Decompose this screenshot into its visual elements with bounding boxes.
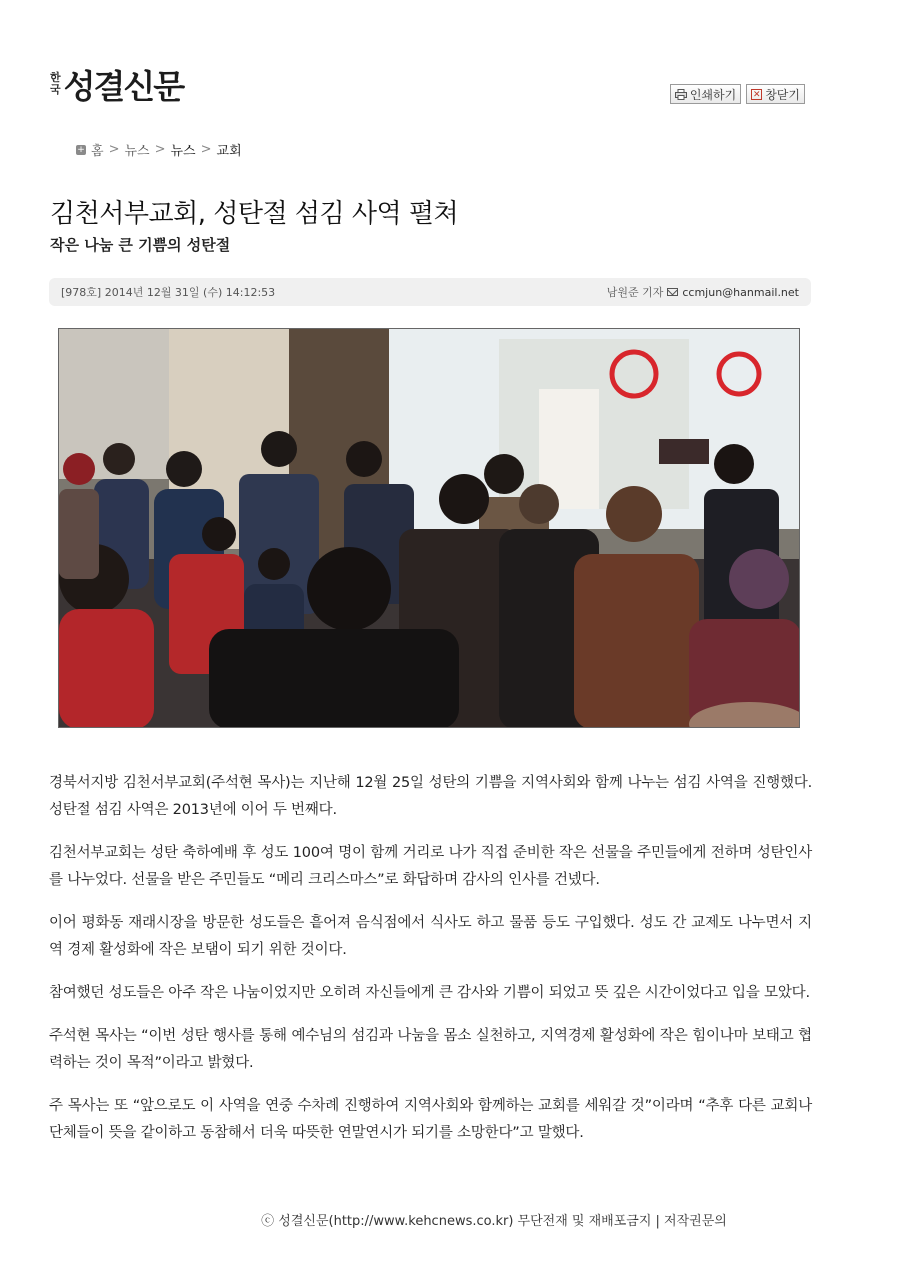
article-info-bar	[49, 278, 811, 306]
mail-icon	[667, 288, 678, 296]
breadcrumb-separator: >	[108, 142, 120, 157]
site-logo[interactable]	[50, 64, 183, 104]
author-info	[607, 284, 799, 300]
close-icon: ✕	[752, 89, 761, 100]
print-label: 인쇄하기	[689, 87, 737, 102]
article-paragraph: 김천서부교회는 성탄 축하예배 후 성도 100여 명이 함께 거리로 나가 직접 준비한 작은 선물을 주민들에게 전하며 성탄인사를 나누었다. 선물을 받은 주민들도 “메리 크리스마스”로 화답하며 감사의 인사를 건넸다.	[49, 845, 812, 888]
author-email-link[interactable]: ccmjun@hanmail.net	[682, 285, 799, 299]
close-window-button[interactable]	[746, 84, 805, 104]
logo-small-text	[50, 72, 61, 96]
breadcrumb-separator: >	[200, 142, 212, 157]
page-toolbar	[670, 84, 805, 104]
print-button[interactable]	[670, 84, 741, 104]
article-paragraph: 참여했던 성도들은 아주 작은 나눔이었지만 오히려 자신들에게 큰 감사와 기쁨이 되었고 뜻 깊은 시간이었다고 입을 모았다.	[49, 985, 810, 1001]
logo-main-text: 성결신문	[63, 66, 184, 106]
article-paragraph: 경북서지방 김천서부교회(주석현 목사)는 지난해 12월 25일 성탄의 기쁨을 지역사회와 함께 나누는 섬김 사역을 진행했다. 성탄절 섬김 사역은 2013년에 이어 두 번째다.	[49, 775, 812, 818]
article-title: 김천서부교회, 성탄절 섬김 사역 펼쳐	[50, 199, 459, 229]
issue-date: [978호] 2014년 12월 31일 (수) 14:12:53	[61, 286, 276, 299]
breadcrumb-news-1[interactable]: 뉴스	[124, 144, 150, 159]
logo-small-top: 한	[50, 71, 61, 84]
breadcrumb	[76, 140, 242, 159]
breadcrumb-bullet-icon: +	[77, 144, 85, 155]
article-body	[49, 770, 812, 1163]
logo-small-bottom: 국	[50, 83, 61, 96]
breadcrumb-separator: >	[154, 142, 166, 157]
article-paragraph: 주석현 목사는 “이번 성탄 행사를 통해 예수님의 섬김과 나눔을 몸소 실천하고, 지역경제 활성화에 작은 힘이나마 보태고 협력하는 것이 목적”이라고 밝혔다.	[49, 1028, 812, 1071]
article-subtitle: 작은 나눔 큰 기쁨의 성탄절	[50, 236, 231, 254]
copyright-footer: ⓒ 성결신문(http://www.kehcnews.co.kr) 무단전재 및 재배포금지 | 저작권문의	[261, 1214, 727, 1229]
breadcrumb-home[interactable]: 홈	[91, 144, 104, 159]
breadcrumb-church[interactable]: 교회	[216, 144, 242, 159]
breadcrumb-news-2[interactable]: 뉴스	[170, 144, 196, 159]
article-paragraph: 주 목사는 또 “앞으로도 이 사역을 연중 수차례 진행하여 지역사회와 함께하는 교회를 세워갈 것”이라며 “추후 다른 교회나 단체들이 뜻을 같이하고 동참해서 더욱 따뜻한 연말연시가 되기를 소망한다”고 말했다.	[49, 1098, 812, 1141]
author-name: 남원준 기자	[606, 286, 664, 299]
close-label: 창닫기	[765, 87, 800, 102]
article-photo	[58, 328, 800, 728]
printer-icon	[675, 89, 687, 100]
article-paragraph: 이어 평화동 재래시장을 방문한 성도들은 흩어져 음식점에서 식사도 하고 물품 등도 구입했다. 성도 간 교제도 나누면서 지역 경제 활성화에 작은 보탬이 되기 위한 것이다.	[49, 915, 812, 958]
